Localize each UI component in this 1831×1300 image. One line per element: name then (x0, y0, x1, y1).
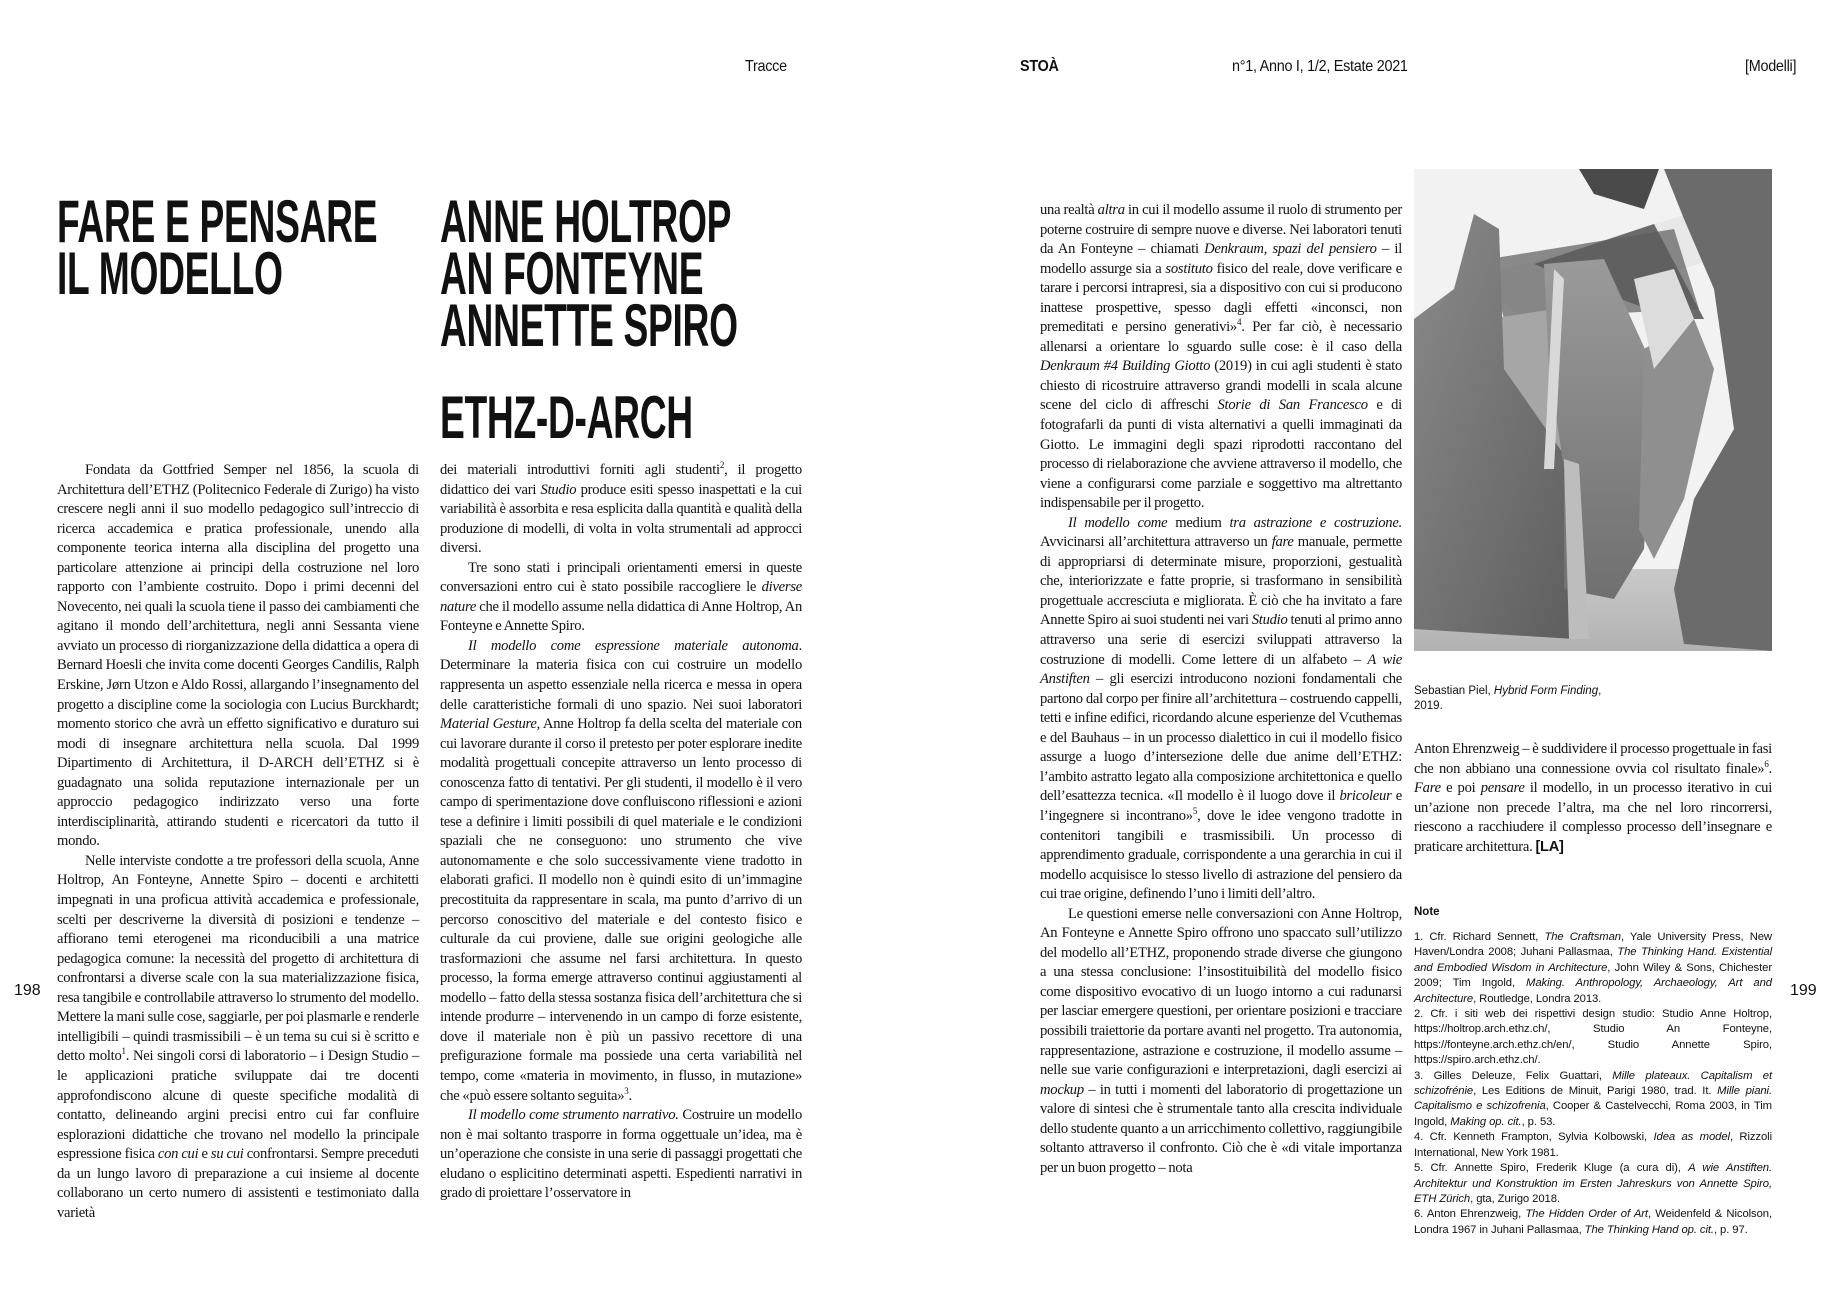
italic-text: pensare (1480, 780, 1525, 797)
italic-text: Storie di San Francesco (1217, 397, 1368, 414)
text-run: – gli esercizi introducono nozioni fondamentali che partono dal corpo per finire all’architettura – costruendo cappelli, tetti e infine edifici, ricordando alcune esperienze del Vcuthemas e del Bauhaus – in un processo dialettico in cui il modello fisico assurge a luogo d’intersezione delle due anime dell’ETHZ: l’ambito astratto legato alla composizione architettonica e quello dell’esattezza tecnica. «Il modello è il luogo dove il (1040, 671, 1402, 805)
institution-heading: ETHZ-D-ARCH (440, 384, 693, 451)
text-run: . Determinare la materia fisica con cui costruire un modello rappresenta un aspetto essenziale nella ricerca e messa in opera delle caratteristiche formali di uno spazio. Nei suoi laboratori (440, 637, 802, 713)
paragraph (1040, 905, 1402, 1179)
paragraph (1414, 1161, 1772, 1207)
italic-text: The Hidden Order of Art (1525, 1208, 1648, 1221)
text-run: 2. Cfr. i siti web dei rispettivi design studio: Studio Anne Holtrop, https://holtrop.arch.ethz.ch/, Studio An Fonteyne, https://fonteyne.arch.ethz.ch/en/, Studio Annette Spiro, https://spiro.arch.ethz.ch/. (1414, 1008, 1772, 1067)
text-run: Le questioni emerse nelle conversazioni con Anne Holtrop, An Fonteyne e Annette Spiro offrono uno spaccato sull’utilizzo del modello all’ETHZ, proponendo strade diverse che giungono a una stessa conclusione: l’insostituibilità del modello fisico come dispositivo evocativo di un luogo intorno a cui radunarsi per lasciar emergere questioni, per orientare posizioni e tracciare possibili traiettorie da portare avanti nel progetto. Tra autonomia, rappresentazione, astrazione e costruzione, il modello assume – nelle sue varie configurazioni e interpretazioni, dagli esercizi ai (1040, 905, 1402, 1079)
paragraph (1414, 1207, 1772, 1238)
text-run: , p. 53. (1521, 1115, 1556, 1128)
paragraph (1414, 930, 1772, 1007)
paragraph (440, 637, 802, 1106)
author-initials: [LA] (1535, 838, 1564, 855)
text-run: Avvicinarsi all’architettura attraverso un (1040, 534, 1272, 551)
footnote-ref: 4 (1236, 317, 1242, 328)
text-run: , Routledge, Londra 2013. (1473, 992, 1602, 1005)
italic-text: diverse nature (440, 579, 802, 615)
italic-text: su cui (210, 1146, 244, 1163)
text-run: produce esiti spesso inaspettati e la cui variabilità è assorbita e resa esplicita dalla quantità e qualità della produzione di modelli, di volta in volta strumentali ad approcci diversi. (440, 481, 802, 557)
italic-text: Making. Anthropology, Archaeology, Art and Architecture (1414, 977, 1772, 1005)
notes-heading: Note (1414, 906, 1440, 918)
paragraph (57, 852, 419, 1223)
italic-text: A wie Anstiften. Architektur und Konstruktion im Ersten Jahreskurs von Annette Spiro, ETH Zürich (1414, 1162, 1772, 1205)
italic-text: Denkraum, spazi del pensiero (1204, 241, 1377, 258)
text-run: 5. Cfr. Annette Spiro, Frederik Kluge (a cura di), (1414, 1162, 1689, 1175)
text-run: in cui il modello assume il ruolo di strumento per poterne costruire di sempre nuove e diverse. Nei laboratori tenuti da An Fonteyne – chiamati (1040, 202, 1402, 258)
text-run: . Per far ciò, è necessario allenarsi a orientare lo sguardo sulle cose: è il caso della (1040, 319, 1402, 355)
italic-text: The Thinking Hand. Existential and Embodied Wisdom in Architecture (1414, 946, 1772, 974)
text-run: 3. Gilles Deleuze, Felix Guattari, (1414, 1069, 1613, 1082)
photo-caption (1414, 672, 1614, 726)
running-header-section: Tracce (745, 58, 787, 75)
italic-text: altra (1097, 202, 1125, 218)
text-run: , Cooper & Castelvecchi, Roma 2003, in Tim Ingold, (1414, 1100, 1772, 1128)
text-run: che il modello assume nella didattica di Anne Holtrop, An Fonteyne e Annette Spiro. (440, 598, 802, 635)
footnote-ref: 1 (121, 1046, 126, 1057)
italic-text: Mille plateaux. Capitalism et schizofrénie (1414, 1069, 1772, 1098)
footnote-ref: 3 (624, 1085, 629, 1096)
text-run: , 2019. (1414, 684, 1602, 712)
paragraph (1414, 740, 1772, 857)
paragraph (1414, 1069, 1772, 1131)
text-run: e l’ingegnere si incontrano» (1040, 788, 1402, 824)
italic-text: Fare (1414, 780, 1441, 797)
text-run: Nelle interviste condotte a tre professori della scuola, Anne Holtrop, An Fonteyne, Annette Spiro – docenti e architetti impegnati in una proficua attività accademica e professionale, scelti per descriverne la diversità di posizioni e tendenze – affiorano temi eterogenei ma riconducibili a una matrice pedagogica comune: la necessità del progetto di architettura di confrontarsi a diverse scale con la sua materializzazione fisica, resa tangibile e controllabile attraverso lo strumento del modello. Mettere la mani sulle cose, saggiarle, per poi plasmarle e renderle intelligibili – quindi trasmissibili – è un tema su cui si è scritto e detto molto (57, 852, 419, 1065)
footnote-ref: 2 (719, 460, 725, 471)
text-run: confrontarsi. Sempre preceduti da un lungo lavoro di preparazione a cui insieme al docente collaborano un certo numero di assistenti e testimoniato dalla varietà (57, 1146, 419, 1221)
body-column-3 (1040, 201, 1402, 1178)
italic-text: The Craftsman (1544, 931, 1621, 943)
text-run: – in tutti i momenti del laboratorio di progettazione un valore di sintesi che è strumentale tanto alla crescita individuale dello studente quanto a un arricchimento collettivo, raggiungibile soltanto attraverso il confronto. Ciò che è «di vitale importanza per un buon progetto – nota (1040, 1081, 1402, 1176)
page-number-right: 199 (1790, 982, 1817, 999)
text-run: , dove le idee vengono tradotte in contenitori tangibili e trasmissibili. Un processo di apprendimento graduale, corrispondente a una gerarchia in cui il modello acquisisce lo stesso livello di astrazione del pensiero da cui trae origine, definendo l’uno i limiti dell’altro. (1040, 807, 1402, 903)
text-run: (2019) in cui agli studenti è stato chiesto di ricostruire attraverso grandi modelli in scala alcune scene del ciclo di affreschi (1040, 358, 1402, 414)
text-run: , gta, Zurigo 2018. (1470, 1192, 1560, 1205)
text-run: , Les Editions de Minuit, Parigi 1980, trad. It. (1473, 1085, 1718, 1098)
italic-text: Il modello come strumento narrativo. (468, 1107, 679, 1124)
text-run: Costruire un modello non è mai soltanto trasporre in forma oggettuale un’idea, ma è un’operazione che consiste in una serie di passaggi progettati che eludano o esplicitino determinati aspetti. Espedienti narrativi in grado di proiettare l’osservatore in (440, 1107, 802, 1202)
paragraph (1040, 201, 1402, 514)
magazine-logo: STOÀ (1020, 58, 1059, 75)
paragraph (1040, 514, 1402, 905)
text-run: . Nei singoli corsi di laboratorio – i Design Studio – le applicazioni pratiche sviluppate dai tre docenti approfondiscono alcune di queste specifiche modalità di contatto, delineando argini precisi entro cui far confluire esplorazioni didattiche che trovano nel modello la principale espressione fisica (57, 1048, 419, 1163)
italic-text: fare (1271, 534, 1294, 551)
text-run: una realtà (1040, 202, 1098, 218)
italic-text: Making op. cit. (1450, 1115, 1522, 1128)
text-run: , John Wiley & Sons, Chichester 2009; Tim Ingold, (1414, 961, 1772, 990)
italic-text: Mille piani. Capitalismo e schizofrenia (1414, 1085, 1773, 1113)
paragraph (440, 461, 802, 559)
running-header-category: [Modelli] (1745, 58, 1797, 75)
text-run: 1. Cfr. Richard Sennett, (1414, 931, 1545, 943)
paragraph (440, 559, 802, 637)
italic-text: tra astrazione e costruzione. (1229, 514, 1402, 531)
text-run: medium (1167, 514, 1230, 531)
authors-heading (440, 188, 738, 359)
text-run: 4. Cfr. Kenneth Frampton, Sylvia Kolbowski, (1414, 1131, 1654, 1144)
text-run: , p. 97. (1713, 1223, 1748, 1236)
paragraph (1414, 684, 1614, 715)
text-run: , Rizzoli International, New York 1981. (1414, 1131, 1772, 1159)
text-run: dei materiali introduttivi forniti agli studenti (440, 462, 720, 478)
text-run: , Weidenfeld & Nicolson, Londra 1967 in Juhani Pallasmaa, (1414, 1208, 1772, 1236)
italic-text: con cui (157, 1146, 199, 1163)
italic-text: Il modello come espressione materiale autonoma (468, 637, 799, 654)
italic-text: sostituto (1165, 260, 1213, 277)
paragraph (57, 461, 419, 852)
title-line: IL MODELLO (57, 240, 283, 307)
italic-text: Material Gesture (440, 716, 537, 733)
author-name: ANNETTE SPIRO (440, 292, 738, 359)
body-column-1 (57, 461, 419, 1223)
italic-text: The Thinking Hand op. cit. (1584, 1223, 1714, 1236)
text-run: Sebastian Piel, (1414, 684, 1494, 697)
body-column-4 (1414, 740, 1772, 857)
body-column-2 (440, 461, 802, 1204)
italic-text: bricoleur (1339, 788, 1392, 805)
text-run: . (1768, 760, 1772, 777)
italic-text: A wie Anstiften (1040, 651, 1402, 688)
text-run: tenuti al primo anno attraverso una serie di esercizi sviluppati attraverso la costruzione di modelli. Come lettere di un alfabeto – (1040, 612, 1403, 668)
text-run: – il modello assurge sia a (1040, 241, 1403, 277)
italic-text: mockup (1040, 1081, 1084, 1098)
text-run: , il progetto didattico dei vari (440, 462, 802, 498)
text-run: 6. Anton Ehrenzweig, (1414, 1208, 1526, 1221)
paragraph (440, 1106, 802, 1204)
italic-text: Studio (540, 481, 577, 498)
footnotes (1414, 930, 1772, 1238)
title-line: FARE E PENSARE (57, 188, 378, 255)
italic-text: Denkraum #4 Building Giotto (1040, 358, 1211, 375)
paragraph (1414, 1130, 1772, 1161)
footnote-ref: 5 (1192, 806, 1198, 817)
footnote-ref: 6 (1764, 758, 1769, 769)
text-run: fisico del reale, dove verificare e tarare i percorsi intrapresi, sia a dispositivo con cui si producono inattese prospettive, spesso dagli effetti «inconsci, non premeditati e persino generativi» (1040, 260, 1402, 336)
text-run: e (198, 1146, 211, 1163)
article-title (57, 188, 378, 307)
paragraph (1414, 1007, 1772, 1069)
italic-text: Studio (1251, 612, 1288, 629)
italic-text: Il modello come (1068, 514, 1168, 531)
italic-text: Hybrid Form Finding (1493, 684, 1599, 697)
text-run: Fondata da Gottfried Semper nel 1856, la scuola di Architettura dell’ETHZ (Politecnico Federale di Zurigo) ha visto crescere negli anni il suo modello pedagogico sull’intreccio di ricerca accademica e pratica professionale, unendo alla componente teorica interna alla disciplina del progetto una particolare attenzione ai principi della costruzione nel loro rapporto con l’ambiente costruito. Dopo i primi decenni del Novecento, nei quali la scuola tiene il passo dei cambiamenti che agitano il mondo dell’architettura, negli anni Sessanta viene avviato un processo di riorganizzazione della didattica a opera di Bernard Hoesli che invita come docenti Georges Candilis, Ralph Erskine, Jørn Utzon e Aldo Rossi, allargando l’insegnamento del progetto a discipline come la sociologia con Lucius Burckhardt; momento storico che avrà un effetto significativo e duraturo sui modi di insegnare architettura nella scuola. Dal 1999 Dipartimento di Architettura, il D-ARCH dell’ETHZ si è guadagnato una solida reputazione internazionale per un approccio pedagogico indirizzato verso una forte interdisciplinarità, attirando studenti e ricercatori da tutto il mondo. (57, 462, 419, 850)
text-run: e poi (1440, 780, 1481, 797)
issue-info: n°1, Anno I, 1/2, Estate 2021 (1232, 58, 1408, 75)
author-name: AN FONTEYNE (440, 240, 704, 307)
author-name: ANNE HOLTROP (440, 188, 732, 255)
text-run: , Yale University Press, New Haven/Londra 2008; Juhani Pallasmaa, (1414, 931, 1772, 959)
text-run: . (628, 1087, 632, 1104)
model-photo (1414, 169, 1772, 651)
text-run: il modello, in un processo iterativo in cui un’azione non precede l’altra, ma che nel loro rincorrersi, riescono a racchiudere il complesso processo dell’insegnare e praticare architettura. (1414, 780, 1772, 855)
text-run: Tre sono stati i principali orientamenti emersi in queste conversazioni entro cui è stato possibile raccogliere le (440, 559, 802, 596)
text-run: e di fotografarli da punti di vista alternativi a quelli immaginati da Giotto. Le immagini degli spazi riprodotti raccontano del processo di rielaborazione che avviene attraverso il modello, che viene a configurarsi come parziale e soggettivo ma altrettanto indispensabile per il progetto. (1040, 397, 1402, 512)
text-run: Anton Ehrenzweig – è suddividere il processo progettuale in fasi che non abbiano una connessione ovvia col risultato finale» (1414, 741, 1772, 777)
italic-text: Idea as model (1653, 1131, 1730, 1144)
page-number-left: 198 (14, 982, 41, 999)
text-run: , Anne Holtrop fa della scelta del materiale con cui lavorare durante il corso il pretesto per poter esplorare inedite modalità progettuali concepite attraverso un lento processo di conoscenza fatto di tentativi. Per gli studenti, il modello è il vero campo di sperimentazione dove confluiscono riflessioni e azioni tese a definire i limiti possibili di quel materiale e le condizioni spaziali che ne conseguono: uno strumento che vive autonomamente e che solo successivamente viene tradotto in elaborati grafici. Il modello non è quindi esito di un’immagine precostituita da rappresentare in scala, ma punto d’arrivo di un percorso conoscitivo del materiale e del contesto fisico e culturale da cui proviene, dalle sue origini geologiche alle trasformazioni che assume nel farsi architettura. In questo processo, la forma emerge attraverso continui aggiustamenti al modello – fatto della stessa sostanza fisica dell’architettura che si intende produrre – intervenendo in un campo di forze esistente, dove il materiale non è più un passivo recettore di una prefigurazione formale ma possiede una certa variabilità nel tempo, come «materia in movimento, in flusso, in mutazione» che «può essere soltanto seguita» (440, 716, 802, 1104)
text-run: manuale, permette di appropriarsi di determinate misure, proporzioni, gestualità che, interiorizzate e fatte proprie, si trasformano in sensibilità progettuale accresciuta e migliorata. È ciò che ha invitato a fare Annette Spiro ai suoi studenti nei vari (1040, 534, 1402, 629)
